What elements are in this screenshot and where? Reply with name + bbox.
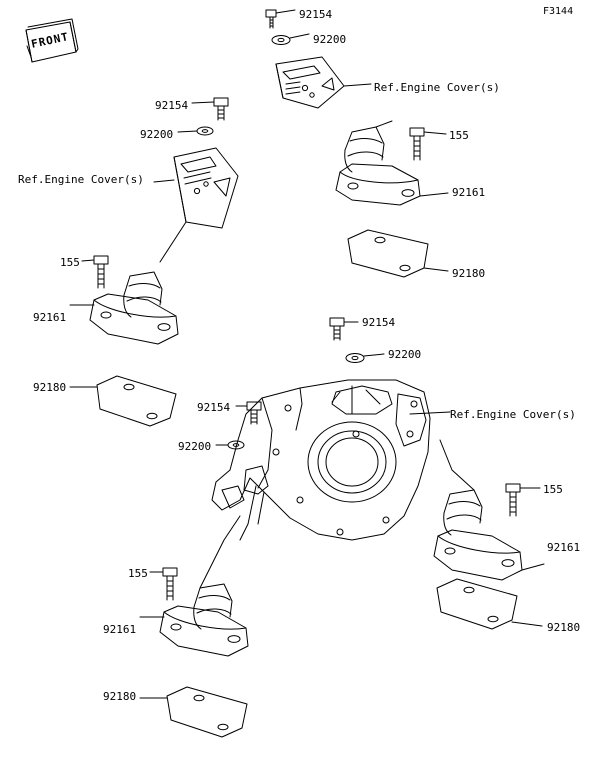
bolt-155-left [82,256,108,288]
label-92180-lower-right: 92180 [547,621,581,634]
label-92161-left: 92161 [33,311,67,324]
label-92180-upper-right: 92180 [452,267,486,280]
washer-92200-center [346,354,384,363]
label-92180-bottom-left: 92180 [103,690,137,703]
label-92161-bottom-left: 92161 [103,623,137,636]
engine-cover-top [276,57,371,108]
label-92180-left: 92180 [33,381,67,394]
plate-92180-lower-right [437,579,542,629]
label-92200-lower-left: 92200 [178,440,212,453]
label-155-upper-right: 155 [449,129,469,142]
damper-92161-lower-right [434,440,544,580]
drawing-number: F3144 [543,6,574,17]
label-92154-upper-left: 92154 [155,99,189,112]
engine-cover-upper-left [154,148,238,262]
bolt-92154-top [266,10,295,28]
damper-92161-top-right [336,121,448,205]
label-92200-top: 92200 [313,33,347,46]
washer-92200-upper-left [178,127,213,135]
label-92154-lower-left: 92154 [197,401,231,414]
bolt-92154-lower-left [236,402,261,424]
bolt-92154-center [330,318,358,340]
engine-block-center [212,380,450,540]
label-ref-engine-cover-center-right: Ref.Engine Cover(s) [450,408,576,421]
bolt-155-upper-right [410,128,446,160]
bolt-155-lower-right [506,484,540,516]
label-92154-center: 92154 [362,316,396,329]
label-ref-engine-cover-top-right: Ref.Engine Cover(s) [374,81,500,94]
label-92161-upper-right: 92161 [452,186,486,199]
label-92200-upper-left: 92200 [140,128,174,141]
label-155-lower-right: 155 [543,483,563,496]
label-92200-center: 92200 [388,348,422,361]
washer-92200-top [272,34,309,45]
front-marker-label: FRONT [30,30,71,51]
plate-92180-upper-right [348,230,448,277]
washer-92200-lower-left [216,441,244,449]
plate-92180-bottom-left [140,687,247,737]
label-92154-top: 92154 [299,8,333,21]
label-ref-engine-cover-upper-left: Ref.Engine Cover(s) [18,173,144,186]
damper-92161-bottom-left [140,516,248,656]
label-155-left: 155 [60,256,80,269]
bolt-92154-upper-left [192,98,228,120]
label-155-bottom-left: 155 [128,567,148,580]
label-92161-lower-right: 92161 [547,541,581,554]
plate-92180-left [70,376,176,426]
bolt-155-bottom-left [150,568,177,600]
damper-92161-left [70,272,178,344]
front-marker [22,22,78,62]
